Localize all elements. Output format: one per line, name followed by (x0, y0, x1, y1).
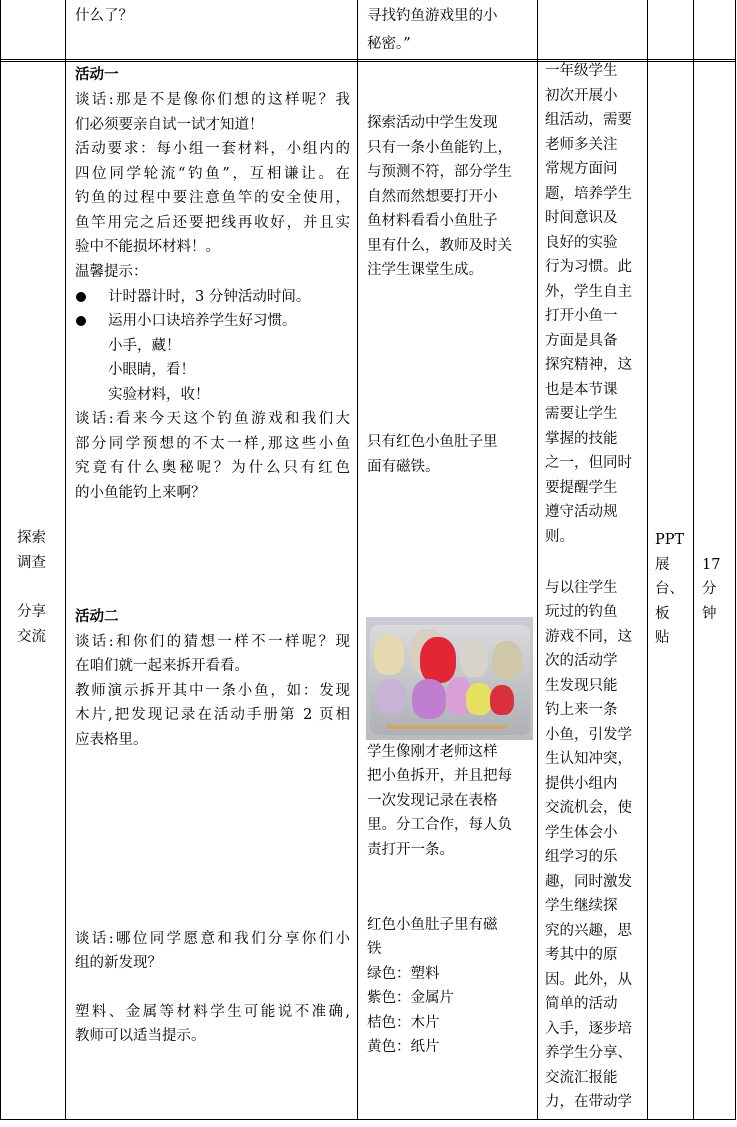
column-divider (647, 0, 648, 1120)
column-divider (693, 0, 694, 1120)
activity-one-title: 活动一 (75, 66, 119, 83)
column-divider (537, 0, 538, 1120)
fish-materials-photo (366, 617, 533, 740)
table-border-bottom (0, 1119, 736, 1120)
bullet-icon (76, 316, 86, 326)
activity-two-title: 活动二 (75, 608, 119, 625)
column-divider (65, 0, 66, 1120)
table-border-right (735, 0, 736, 1120)
table-border-left (0, 0, 1, 1120)
lesson-plan-table: 什么了？ 寻找钓鱼游戏里的小 秘密。” 探索 调查 分享 交流 活动一 谈话:那是不是像你们想的这样呢？我 们必须要亲自试一试才知道！ 活动要求：每小组一套材料，小组内的 四位同学轮流“钓鱼”，互相谦让。在 钓鱼的过程中要注意鱼竿的安全使用， 鱼竿用完之后还要把线再收好，并且实 验中不能损坏材料！。 温馨提示： 计时器计时，3 分钟活动时间。 运用小口诀培养学生好习惯。 小手，藏！ 小眼睛，看！ 实验材料，收！ 谈话:看来今天这个钓鱼游戏和我们大 部分同学预想的不太一样,那这些小鱼 究竟有什么奥秘呢？为什么只有红色 的小鱼能钓上来啊？ 活动二 谈话:和你们的猜想一样不一样呢？现 在咱们就一起来拆开看看。 教师演示拆开其中一条小鱼，如：发现 木片,把发现记录在活动手册第 2 页相 应表格里。 谈话:哪位同学愿意和我们分享你们小 组的新发现？ 塑料、金属等材料学生可能说不准确, 教师可以适当提示。 探索活动中学生发现 只有一条小鱼能钓上， 与预测不符，部分学生 自然而然想要打开小 鱼材料看看小鱼肚子 里有什么，教师及时关 注学生课堂生成。 只有红色小鱼肚子里 面有磁铁。 学生像刚才老师这样 把小鱼拆开，并且把每 一次发现记录在表格 里。分工合作，每人负 责打开一条。 红色小鱼肚子里有磁 铁 绿色：塑料 紫色：金属片 桔色：木片 黄色：纸片 一年级学生 初次开展小 组活动，需要 老师多关注 常规方面问 题，培养学生 时间意识及 良好的实验 行为习惯。此 外，学生自主 打开小鱼一 方面是具备 探究精神，这 也是本节课 需要让学生 掌握的技能 之一，但同时 要提醒学生 遵守活动规 则。 与以往学生 玩过的钓鱼 游戏不同，这 次的活动学 生发现只能 钓上来一条 小鱼，引发学 生认知冲突， 提供小组内 交流机会，使 学生体会小 组学习的乐 趣，同时激发 学生继续探 究的兴趣，思 考其中的原 因。此外，从 简单的活动 入手，逐步培 养学生分享、 交流汇报能 力，在带动学 PPT 展 台、 板 贴 17 分 钟 (0, 0, 737, 1127)
row-divider (0, 59, 736, 60)
row-divider (0, 61, 736, 62)
column-divider (357, 0, 358, 1120)
top-row-teacher-text: 什么了？ (75, 8, 133, 24)
bullet-icon (76, 292, 86, 302)
